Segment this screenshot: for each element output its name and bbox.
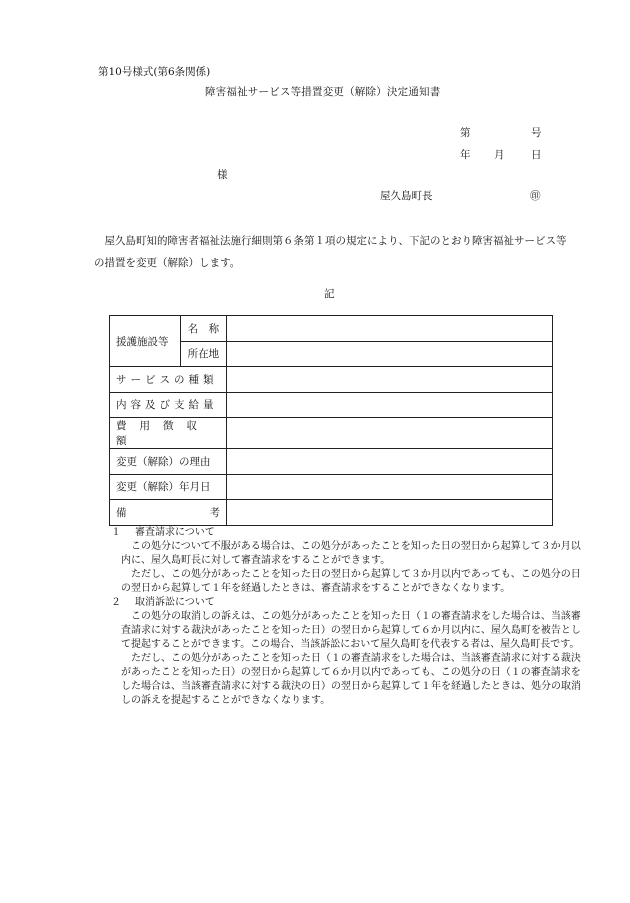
- body-paragraph: 屋久島町知的障害者福祉法施行細則第６条第１項の規定により、下記のとおり障害福祉サービス等の措置を変更（解除）します。: [94, 235, 567, 269]
- table-row: [110, 316, 553, 342]
- issuer-name: 屋久島町長: [380, 190, 433, 202]
- address-value-cell[interactable]: [227, 341, 553, 367]
- table-row: [110, 474, 553, 500]
- note-2-paragraph-1: この処分の取消しの訴えは、この処分があったことを知った日（１の審査請求をした場合は、当該審査請求に対する裁決があったことを知った日）の翌日から起算して６か月以内に、屋久島町を被告として提起することができます。この場合、当該訴訟において屋久島町を代表する者は、屋久島町長です。: [121, 611, 581, 650]
- cost-collection-value-cell[interactable]: [227, 418, 553, 449]
- facility-label: 援護施設等: [110, 316, 181, 367]
- note-1-paragraph-2: ただし、この処分があったことを知った日の翌日から起算して３か月以内であっても、この処分の日の翌日から起算して１年を経過したときは、審査請求をすることができなくなります。: [121, 569, 581, 594]
- content-amount-label: 内容及び支給量: [110, 392, 227, 418]
- number-suffix: 号: [531, 127, 542, 139]
- name-label: 名 称: [180, 316, 226, 342]
- change-date-value-cell[interactable]: [227, 474, 553, 500]
- note-1-heading: １ 審査請求について: [111, 527, 215, 538]
- remarks-label: 備 考: [110, 500, 227, 526]
- seal-mark: ㊞: [530, 190, 541, 202]
- number-prefix: 第: [460, 127, 471, 139]
- remarks-value-cell[interactable]: [227, 500, 553, 526]
- change-date-label: 変更（解除）年月日: [110, 474, 227, 500]
- cost-collection-label: 費用徴収額: [110, 418, 227, 449]
- recipient-honorific: 様: [217, 169, 228, 181]
- table-row: [110, 500, 553, 526]
- service-type-value-cell[interactable]: [227, 367, 553, 393]
- date-day-label: 日: [531, 149, 542, 161]
- form-number: 第10号様式(第6条関係): [98, 66, 211, 78]
- note-2-paragraph-2: ただし、この処分があったことを知った日（１の審査請求をした場合は、当該審査請求に対する裁決があったことを知った日）の翌日から起算して６か月以内であっても、この処分の日（１の審査請求をした場合は、当該審査請求に対する裁決の日）の翌日から起算して１年を経過したときは、処分の取消しの訴えを提起することができなくなります。: [121, 653, 581, 706]
- table-row: [110, 449, 553, 475]
- table-row: [110, 367, 553, 393]
- note-1-paragraph-1: この処分について不服がある場合は、この処分があったことを知った日の翌日から起算して３か月以内に、屋久島町長に対して審査請求をすることができます。: [121, 541, 581, 566]
- table-row: [110, 418, 553, 449]
- table-row: [110, 392, 553, 418]
- note-2-heading: ２ 取消訴訟について: [111, 597, 215, 608]
- service-type-label: サービスの種類: [110, 367, 227, 393]
- reason-value-cell[interactable]: [227, 449, 553, 475]
- notes-section: [111, 526, 581, 708]
- date-month-label: 月: [494, 149, 505, 161]
- date-year-label: 年: [460, 149, 471, 161]
- reason-label: 変更（解除）の理由: [110, 449, 227, 475]
- details-table: [109, 315, 553, 526]
- address-label: 所在地: [180, 341, 226, 367]
- ki-heading: 記: [324, 288, 335, 300]
- name-value-cell[interactable]: [227, 316, 553, 342]
- document-title: 障害福祉サービス等措置変更（解除）決定通知書: [205, 86, 441, 98]
- content-amount-value-cell[interactable]: [227, 392, 553, 418]
